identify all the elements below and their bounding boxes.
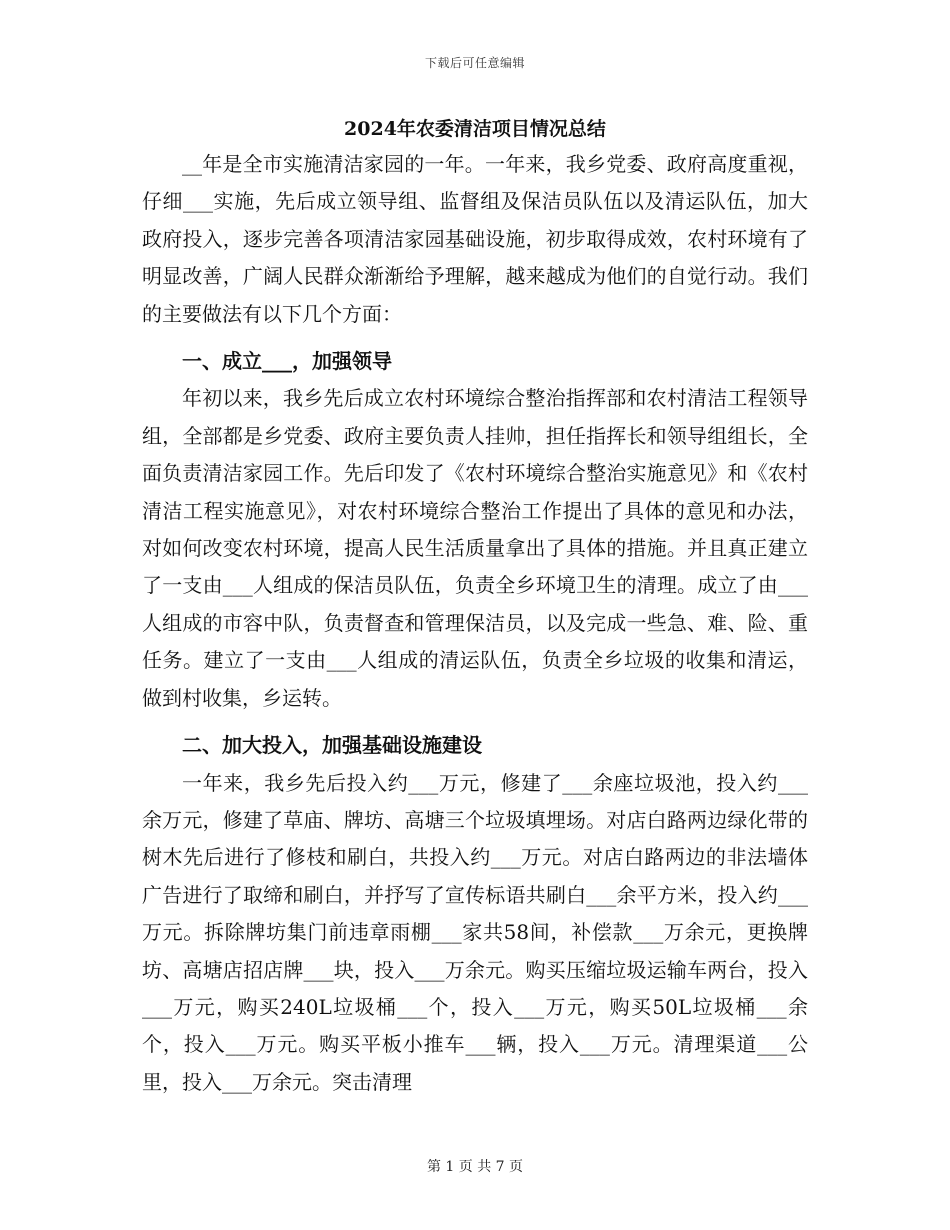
page-number: 第 1 页 共 7 页 [426,1159,524,1175]
section-paragraph-1: 年初以来，我乡先后成立农村环境综合整治指挥部和农村清洁工程领导组，全部都是乡党委、政府主要负责人挂帅，担任指挥长和领导组组长，全面负责清洁家园工作。先后印发了《农村环境综合整治实施意见》和《农村清洁工程实施意见》，对农村环境综合整治工作提出了具体的意见和办法，对如何改变农村环境，提高人民生活质量拿出了具体的措施。并且真正建立了一支由___人组成的保洁员队伍，负责全乡环境卫生的清理。成立了由___人组成的市容中队，负责督查和管理保洁员，以及完成一些急、难、险、重任务。建立了一支由___人组成的清运队伍，负责全乡垃圾的收集和清运，做到村收集，乡运转。 [142,386,808,710]
section-heading-1: 一、成立___，加强领导 [182,349,392,374]
intro-paragraph: __年是全市实施清洁家园的一年。一年来，我乡党委、政府高度重视，仔细___实施，先后成立领导组、监督组及保洁员队伍以及清运队伍，加大政府投入，逐步完善各项清洁家园基础设施，初步取得成效，农村环境有了明显改善，广阔人民群众渐渐给予理解，越来越成为他们的自觉行动。我们的主要做法有以下几个方面： [142,152,808,326]
section-paragraph-2: 一年来，我乡先后投入约___万元，修建了___余座垃圾池，投入约___余万元，修建了草庙、牌坊、高塘三个垃圾填埋场。对店白路两边绿化带的树木先后进行了修枝和刷白，共投入约___万元。对店白路两边的非法墙体广告进行了取缔和刷白，并抒写了宣传标语共刷白___余平方米，投入约___万元。拆除牌坊集门前违章雨棚___家共58间，补偿款___万余元，更换牌坊、高塘店招店牌___块，投入___万余元。购买压缩垃圾运输车两台，投入___万元，购买240L垃圾桶___个，投入___万元，购买50L垃圾桶___余个，投入___万元。购买平板小推车___辆，投入___万元。清理渠道___公里，投入___万余元。突击清理 [142,770,808,1094]
section-heading-2: 二、加大投入，加强基础设施建设 [182,733,482,758]
document-title: 2024年农委清洁项目情况总结 [344,118,606,140]
section-divider [142,717,808,727]
document-body [142,146,808,1101]
section-divider [142,333,808,343]
header-note: 下载后可任意编辑 [424,56,525,70]
